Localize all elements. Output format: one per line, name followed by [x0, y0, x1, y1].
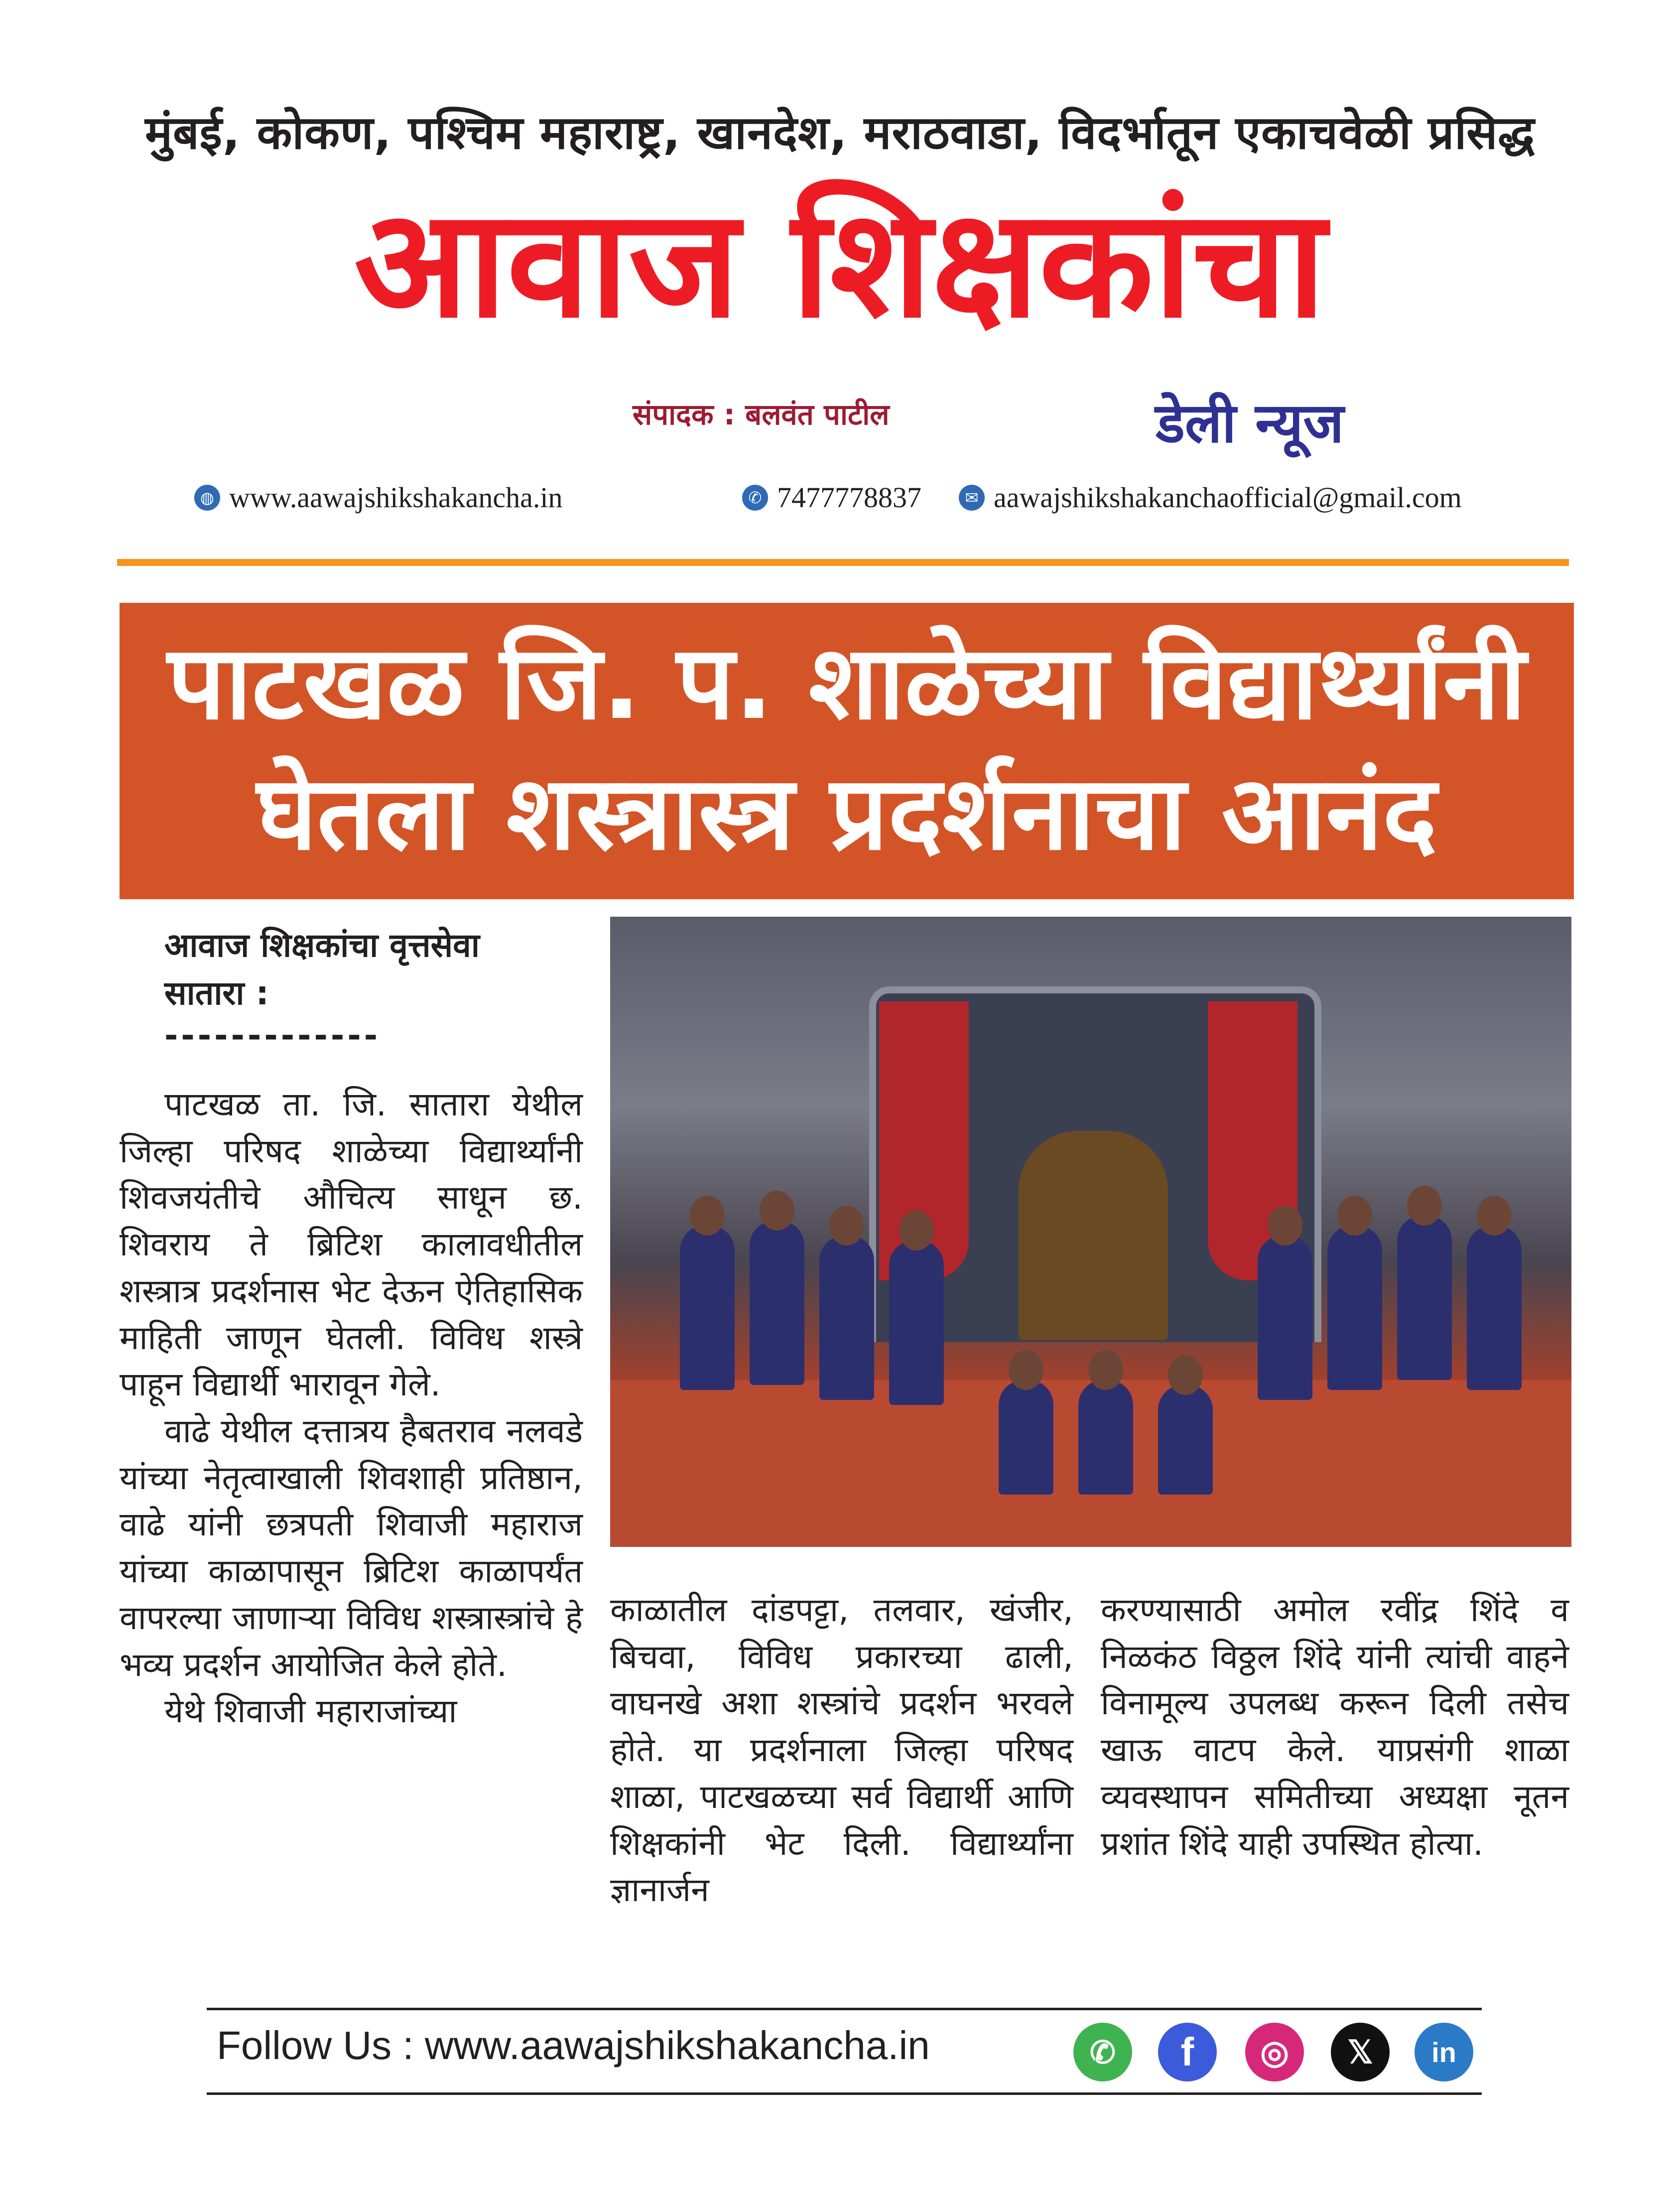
student-head [1268, 1206, 1302, 1245]
email-icon: ✉ [959, 485, 985, 511]
x-twitter-icon[interactable]: 𝕏 [1331, 2023, 1390, 2081]
student-seated [1078, 1380, 1133, 1495]
student-figure [1327, 1226, 1382, 1390]
article-column-2 [610, 1587, 1073, 1914]
instagram-icon[interactable]: ◎ [1245, 2023, 1304, 2081]
contact-email[interactable] [959, 481, 1462, 514]
headline [120, 618, 1574, 879]
article-column-1 [120, 1081, 583, 1735]
student-figure [1397, 1216, 1452, 1380]
orange-divider [117, 559, 1569, 566]
email-link[interactable]: aawajshikshakanchaofficial@gmail.com [994, 481, 1462, 514]
follow-us-text[interactable]: Follow Us : www.aawajshikshakancha.in [217, 2023, 930, 2068]
student-head [760, 1191, 794, 1231]
student-figure [819, 1236, 874, 1400]
whatsapp-icon[interactable]: ✆ [1073, 2023, 1132, 2081]
paragraph: करण्यासाठी अमोल रवींद्र शिंदे व निळकंठ विठ्ठल शिंदे यांनी त्यांची वाहने विनामूल्य उपलब्ध करून दिली तसेच खाऊ वाटप केले. याप्रसंगी शाळा व्यवस्थापन समितीच्या अध्यक्षा नूतन प्रशांत शिंदे याही उपस्थित होत्या. [1101, 1591, 1569, 1863]
student-head [690, 1196, 725, 1236]
news-agency: आवाज शिक्षकांचा वृत्तसेवा [164, 926, 480, 965]
paragraph: येथे शिवाजी महाराजांच्या [164, 1692, 457, 1731]
footer-top-rule [207, 2008, 1482, 2010]
student-figure [680, 1226, 735, 1390]
contact-phone[interactable] [742, 481, 921, 514]
masthead-title: आवाज शिक्षकांचा [354, 177, 1326, 351]
student-seated [1158, 1385, 1213, 1495]
article-column-3 [1101, 1587, 1569, 1867]
paragraph: वाढे येथील दत्तात्रय हैबतराव नलवडे यांच्या नेतृत्वाखाली शिवशाही प्रतिष्ठान, वाढे यांनी छत्रपती शिवाजी महाराज यांच्या काळापासून ब्रिटिश काळापर्यंत वापरल्या जाणाऱ्या विविध शस्त्रास्त्रांचे हे भव्य प्रदर्शन आयोजित केले होते. [120, 1412, 583, 1684]
student-head [899, 1211, 934, 1250]
student-head [1088, 1350, 1123, 1390]
linkedin-icon[interactable]: in [1415, 2023, 1473, 2081]
student-figure [889, 1241, 944, 1405]
student-figure [1258, 1236, 1312, 1400]
website-link[interactable]: www.aawajshikshakancha.in [229, 481, 563, 514]
student-head [1337, 1196, 1372, 1236]
student-seated [999, 1380, 1053, 1495]
article-photo [610, 917, 1571, 1547]
student-head [829, 1206, 864, 1245]
dateline: सातारा : [164, 973, 269, 1012]
edition-label: डेली न्यूज [1156, 391, 1344, 455]
statue-throne [1019, 1131, 1168, 1340]
footer-bottom-rule [207, 2092, 1482, 2095]
headline-banner [120, 603, 1574, 899]
phone-icon: ✆ [742, 485, 768, 511]
student-head [1168, 1355, 1203, 1395]
editor-credit: संपादक : बलवंत पाटील [633, 398, 890, 431]
paragraph: काळातील दांडपट्टा, तलवार, खंजीर, बिचवा, विविध प्रकारच्या ढाली, वाघनखे अशा शस्त्रांचे प्रदर्शन भरवले होते. या प्रदर्शनाला जिल्हा परिषद शाळा, पाटखळच्या सर्व विद्यार्थी आणि शिक्षकांनी भेट दिली. विद्यार्थ्यांना ज्ञानार्जन [610, 1591, 1073, 1910]
contact-website[interactable] [194, 481, 562, 514]
student-figure [750, 1221, 804, 1385]
student-figure [1467, 1226, 1522, 1390]
globe-icon: ◍ [194, 485, 220, 511]
byline [164, 922, 480, 1017]
student-head [1477, 1196, 1512, 1236]
tagline: मुंबई, कोकण, पश्चिम महाराष्ट्र, खानदेश, मराठवाडा, विदर्भातून एकाचवेळी प्रसिद्ध [145, 106, 1535, 159]
headline-line-2: घेतला शस्त्रास्त्र प्रदर्शनाचा आनंद [257, 754, 1437, 873]
paragraph: पाटखळ ता. जि. सातारा येथील जिल्हा परिषद शाळेच्या विद्यार्थ्यांनी शिवजयंतीचे औचित्य साधून छ. शिवराय ते ब्रिटिश कालावधीतील शस्त्रात्र प्रदर्शनास भेट देऊन ऐतिहासिक माहिती जाणून घेतली. विविध शस्त्रे पाहून विद्यार्थी भारावून गेले. [120, 1085, 583, 1404]
student-head [1009, 1350, 1043, 1390]
facebook-icon[interactable]: f [1158, 2023, 1217, 2081]
student-head [1407, 1186, 1442, 1226]
phone-number[interactable]: 7477778837 [777, 481, 921, 514]
headline-line-1: पाटखळ जि. प. शाळेच्या विद्यार्थ्यांनी [167, 624, 1526, 742]
separator: ------------- [164, 1016, 381, 1055]
